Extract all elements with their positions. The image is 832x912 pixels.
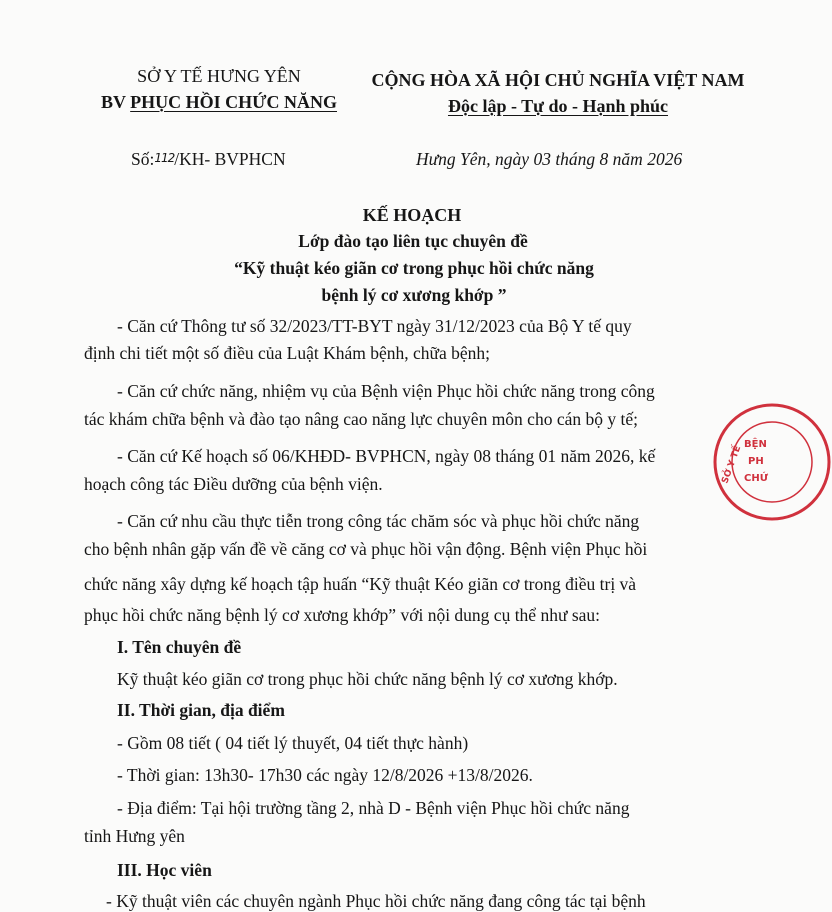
nation-title: CỘNG HÒA XÃ HỘI CHỦ NGHĨA VIỆT NAM [371, 70, 745, 90]
section-3-heading: III. Học viên [117, 860, 212, 880]
red-seal-stamp [712, 402, 832, 522]
basis-3-line-2: hoạch công tác Điều dưỡng của bệnh viện. [84, 474, 383, 494]
seal-center-line-1: BỆN [744, 439, 767, 450]
basis-4-line-3: chức năng xây dựng kế hoạch tập huấn “Kỹ thuật Kéo giãn cơ trong điều trị và [84, 574, 637, 594]
doc-number [131, 149, 286, 170]
section-1-heading: I. Tên chuyên đề [117, 637, 242, 657]
basis-1-line-1: - Căn cứ Thông tư số 32/2023/TT-BYT ngày 31/12/2023 của Bộ Y tế quy [117, 316, 632, 336]
title-line-1: Lớp đào tạo liên tục chuyên đề [298, 231, 528, 251]
place-date: Hưng Yên, ngày 03 tháng 8 năm 2026 [416, 149, 683, 169]
doc-number-suffix: /KH- BVPHCN [174, 149, 286, 169]
seal-center-line-2: PH [748, 456, 764, 467]
title-line-2: “Kỹ thuật kéo giãn cơ trong phục hồi chức năng [234, 258, 594, 278]
basis-4-line-2: cho bệnh nhân gặp vấn đề về căng cơ và phục hồi vận động. Bệnh viện Phục hồi [84, 539, 648, 559]
basis-4-line-1: - Căn cứ nhu cầu thực tiễn trong công tác chăm sóc và phục hồi chức năng [117, 511, 640, 531]
section-3-item-1-partial: - Kỹ thuật viên các chuyên ngành Phục hồi chức năng đang công tác tại bệnh [106, 891, 646, 911]
motto: Độc lập - Tự do - Hạnh phúc [447, 96, 669, 116]
basis-4-line-4: phục hồi chức năng bệnh lý cơ xương khớp” với nội dung cụ thể như sau: [84, 605, 601, 625]
section-2-heading: II. Thời gian, địa điểm [117, 700, 285, 720]
title-line-3: bệnh lý cơ xương khớp ” [321, 285, 507, 305]
seal-center-line-3: CHỨ [744, 473, 769, 484]
org-parent: SỞ Y TẾ HƯNG YÊN [137, 66, 301, 86]
org-name-line [101, 92, 337, 113]
org-name: PHỤC HỒI CHỨC NĂNG [130, 92, 338, 112]
doc-number-handwritten: 112 [154, 151, 175, 165]
basis-3-line-1: - Căn cứ Kế hoạch số 06/KHĐD- BVPHCN, ngày 08 tháng 01 năm 2026, kế [117, 446, 656, 466]
doc-title: KẾ HOẠCH [362, 205, 462, 225]
seal-ring-text: SỞ Y TẾ [720, 444, 744, 486]
doc-number-prefix: Số: [131, 149, 155, 169]
basis-2-line-1: - Căn cứ chức năng, nhiệm vụ của Bệnh viện Phục hồi chức năng trong công [117, 381, 655, 401]
section-2-item-3-line-1: - Địa điểm: Tại hội trường tầng 2, nhà D - Bệnh viện Phục hồi chức năng [117, 798, 630, 818]
section-2-item-2: - Thời gian: 13h30- 17h30 các ngày 12/8/2026 +13/8/2026. [117, 765, 533, 785]
section-2-item-1: - Gồm 08 tiết ( 04 tiết lý thuyết, 04 tiết thực hành) [117, 733, 469, 753]
section-2-item-3-line-2: tỉnh Hưng yên [84, 826, 185, 846]
org-prefix: BV [100, 92, 131, 112]
basis-2-line-2: tác khám chữa bệnh và đào tạo nâng cao năng lực chuyên môn cho cán bộ y tế; [84, 409, 638, 429]
section-1-text: Kỹ thuật kéo giãn cơ trong phục hồi chức năng bệnh lý cơ xương khớp. [117, 669, 618, 689]
basis-1-line-2: định chi tiết một số điều của Luật Khám bệnh, chữa bệnh; [84, 343, 491, 363]
